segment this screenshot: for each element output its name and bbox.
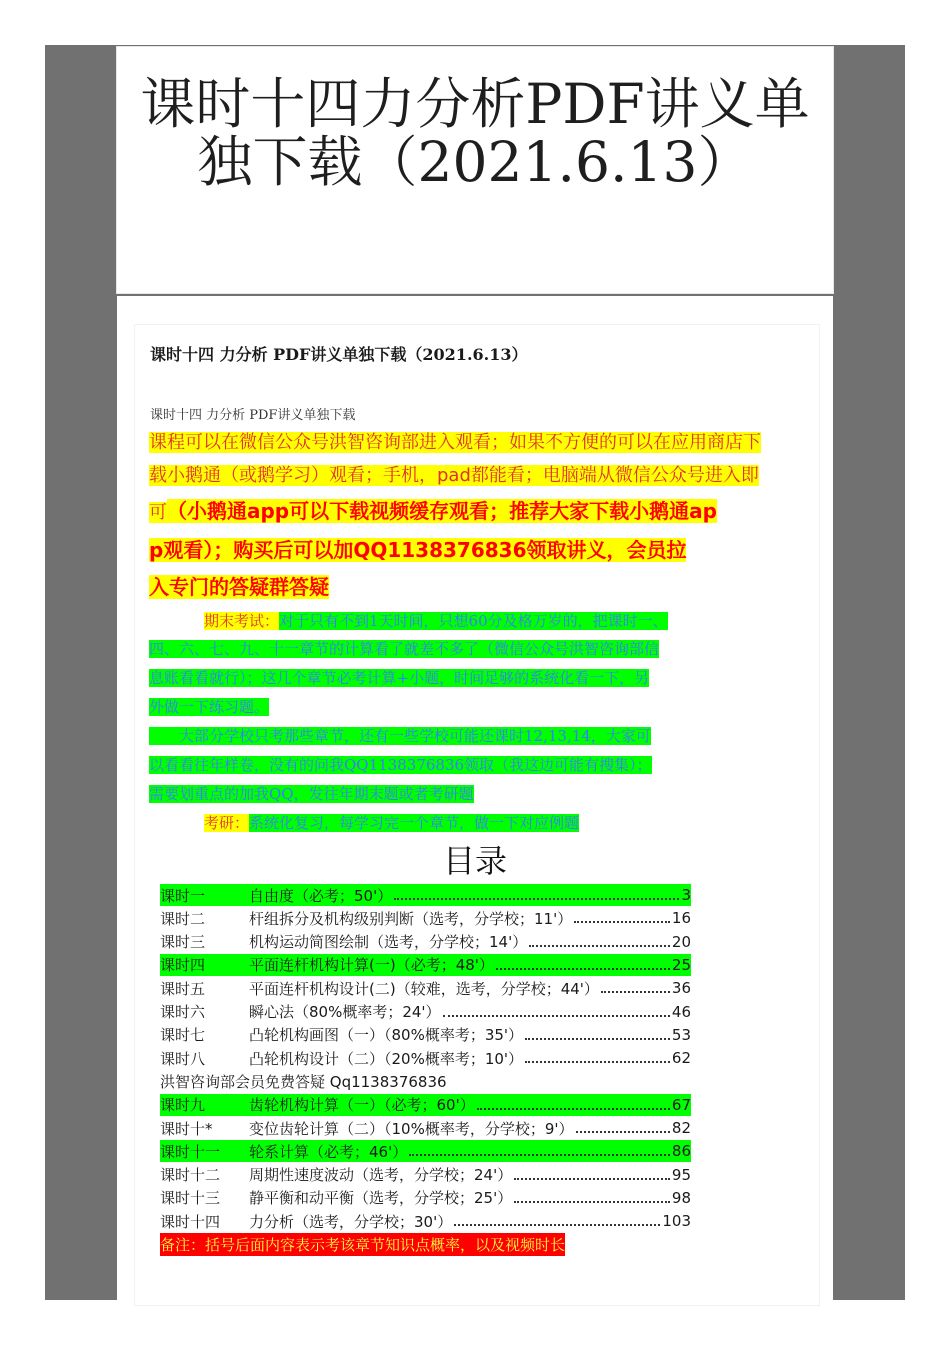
toc-page-number: 25 [671,955,691,974]
toc-row[interactable] [160,1117,691,1139]
cover-title: 课时十四力分析PDF讲义单独下载（2021.6.13） [140,72,810,194]
toc-lesson-title: 轮系计算（必考；46'） [249,1142,408,1161]
toc-row[interactable] [160,931,691,953]
toc-page-number: 95 [671,1165,691,1184]
toc-page-number: 16 [671,909,691,928]
toc-lesson-number: 课时三 [160,933,206,952]
toc-page-number: 86 [671,1142,691,1161]
toc-member-note: 洪智咨询部会员免费答疑 Qq1138376836 [160,1072,447,1091]
toc-row[interactable] [160,1047,691,1069]
toc-page-number: 82 [671,1119,691,1137]
document-subtitle: 课时十四 力分析 PDF讲义单独下载 [150,408,356,423]
final-exam-line [149,724,651,748]
final-exam-line [149,695,269,719]
grad-exam-label: 考研： [204,814,250,832]
toc-row[interactable] [160,1210,691,1232]
toc-leader-dots [443,1009,670,1017]
toc-page-number: 3 [681,886,691,904]
intro-text: 可 [149,502,167,523]
toc-lesson-number: 课时一 [160,886,206,905]
toc-lesson-title: 杆组拆分及机构级别判断（选考，分学校；11'） [249,909,573,928]
toc-lesson-title: 自由度（必考；50'） [249,886,393,905]
toc-lesson-number: 课时五 [160,979,206,998]
toc-row[interactable] [160,1001,691,1023]
toc-lesson-number: 课时十一 [160,1142,221,1161]
toc-leader-dots [514,1195,670,1203]
toc-lesson-number: 课时十二 [160,1166,221,1185]
intro-red-text: （小鹅通app可以下载视频缓存观看；推荐大家下载小鹅通ap [167,499,717,523]
final-exam-line [149,637,659,661]
toc-row[interactable] [160,954,691,976]
toc-row[interactable] [160,1094,691,1116]
toc-lesson-number: 课时八 [160,1049,206,1068]
toc-leader-dots [477,1102,670,1110]
toc-page-number: 36 [671,979,691,998]
final-exam-text: 大部分学校只考那些章节，还有一些学校可能还课时12,13,14，大家可 [149,727,651,745]
intro-line [149,430,761,456]
toc-row[interactable] [160,1070,691,1092]
final-exam-text: 对于只有不到1天时间，只想60分及格万岁的，把课时一、 [279,612,668,630]
document-title: 课时十四 力分析 PDF讲义单独下载（2021.6.13） [150,345,528,364]
final-exam-text: 息账看看就行）；这几个章节必考计算+小题，时间足够的系统化看一下，另 [149,669,650,687]
toc-row[interactable] [160,1164,691,1186]
toc-lesson-title: 机构运动简图绘制（选考，分学校；14'） [249,933,528,952]
intro-line [149,496,717,528]
toc-lesson-number: 课时十* [160,1119,213,1138]
grad-exam-line [204,811,579,835]
toc-leader-dots [529,939,670,947]
intro-line [149,463,759,489]
final-exam-line [149,782,474,806]
toc-lesson-number: 课时四 [160,956,206,975]
toc-page-number: 98 [671,1188,691,1207]
toc-lesson-number: 课时六 [160,1003,206,1021]
toc-lesson-title: 凸轮机构画图（一）（80%概率考；35'） [249,1026,524,1045]
intro-red-text: 入专门的答疑群答疑 [149,575,329,599]
intro-line [149,572,329,602]
intro-line [149,535,686,565]
toc-lesson-title: 变位齿轮计算（二）（10%概率考，分学校；9'） [249,1119,574,1138]
toc-row[interactable] [160,884,691,906]
toc-lesson-number: 课时十三 [160,1189,221,1208]
intro-red-text: p观看）；购买后可以加QQ1138376836领取讲义，会员拉 [149,538,687,562]
toc-lesson-title: 齿轮机构计算（一）（必考；60'） [249,1096,475,1115]
toc-row[interactable] [160,1187,691,1209]
final-exam-text: 四、六、七、九、十一章节的计算看了就差不多了（微信公众号洪智咨询部信 [149,640,660,658]
final-exam-label: 期末考试： [204,612,280,630]
toc-leader-dots [409,1148,670,1156]
toc-page-number: 46 [671,1002,691,1021]
toc-row[interactable] [160,977,691,999]
toc-leader-dots [601,985,670,993]
toc-lesson-title: 平面连杆机构设计(二)（较难，选考，分学校；44'） [249,979,599,998]
toc-page-number: 67 [671,1095,691,1114]
toc-page-number: 53 [671,1025,691,1044]
toc-lesson-number: 课时九 [160,1096,206,1115]
toc-row[interactable] [160,907,691,929]
toc-lesson-title: 周期性速度波动（选考，分学校；24'） [249,1166,513,1185]
toc-lesson-number: 课时七 [160,1026,206,1045]
final-exam-text: 以看看往年样卷，没有的问我QQ1138376836领取（我这边可能有搜集）； [149,756,652,774]
intro-text: 载小鹅通（或鹅学习）观看；手机，pad都能看；电脑端从微信公众号进入即 [149,465,759,486]
grad-exam-text: 系统化复习，每学习完一个章节，做一下对应例题 [249,814,580,832]
toc-lesson-title: 瞬心法（80%概率考；24'） [249,1003,441,1021]
toc-page-number: 103 [662,1212,691,1231]
toc-lesson-title: 凸轮机构设计（二）（20%概率考；10'） [249,1049,524,1068]
toc-row[interactable] [160,1140,691,1162]
final-exam-line [204,609,668,633]
toc-page-number: 62 [671,1049,691,1068]
toc-leader-dots [394,892,679,900]
toc-leader-dots [525,1032,670,1040]
final-exam-text: 需要划重点的加我QQ，发往年期末题或者考研题 [149,785,474,803]
toc-leader-dots [574,915,670,923]
cover-page [117,47,833,293]
toc-leader-dots [576,1125,670,1133]
toc-note: 备注：括号后面内容表示考该章节知识点概率，以及视频时长 [160,1233,565,1256]
toc-lesson-number: 课时二 [160,909,206,928]
toc-lesson-title: 静平衡和动平衡（选考，分学校；25'） [249,1189,513,1208]
toc-leader-dots [454,1218,660,1226]
toc-title: 目录 [442,842,507,880]
toc-row[interactable] [160,1024,691,1046]
final-exam-line [149,666,649,690]
toc-lesson-title: 平面连杆机构计算(一)（必考；48'） [249,956,494,975]
toc-lesson-title: 力分析（选考，分学校；30'） [249,1212,453,1231]
toc-lesson-number: 课时十四 [160,1212,221,1231]
toc-leader-dots [525,1055,670,1063]
toc-page-number: 20 [671,932,691,951]
final-exam-line [149,753,652,777]
final-exam-text: 外做一下练习题。 [149,698,270,716]
toc-leader-dots [514,1172,670,1180]
toc-leader-dots [496,962,670,970]
intro-text: 课程可以在微信公众号洪智咨询部进入观看；如果不方便的可以在应用商店下 [149,432,761,453]
